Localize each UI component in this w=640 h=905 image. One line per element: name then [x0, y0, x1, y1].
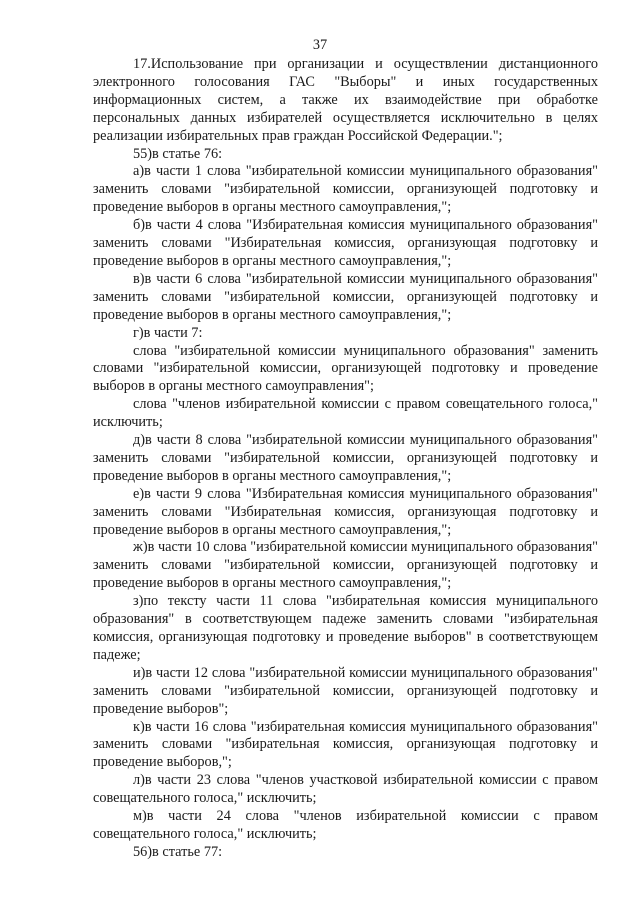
document-body — [93, 56, 598, 862]
paragraph-55-article-76: 55)в статье 76: — [133, 145, 223, 162]
paragraph-17-remote-voting: 17.Использование при организации и осуществлении дистанционного электронного голосования ГАС "Выборы" и иных государственных информационных систем, а также их взаимодействие при обработке персональных данных избирателей осуществляется исключительно в целях реализации избирательных прав граждан Российской Федерации."; — [93, 56, 598, 144]
paragraph-55-a: а)в части 1 слова "избирательной комиссии муниципального образования" заменить словами "избирательной комиссии, организующей подготовку и проведение выборов в органы местного самоуправления,"; — [93, 163, 598, 216]
page-number: 37 — [312, 37, 328, 53]
paragraph-55-d: д)в части 8 слова "избирательной комиссии муниципального образования" заменить словами "избирательной комиссии, организующей подготовку и проведение выборов в органы местного самоуправления,"; — [93, 432, 598, 484]
paragraph-55-z: з)по тексту части 11 слова "избирательная комиссия муниципального образования" в соответствующем падеже заменить словами "избирательная комиссия, организующая подготовку и проведение выборов" в соответствующем падеже; — [93, 593, 598, 663]
paragraph-55-e: е)в части 9 слова "Избирательная комиссия муниципального образования" заменить словами "Избирательная комиссия, организующая подготовку и проведение выборов в органы местного самоуправления,"; — [93, 485, 598, 538]
paragraph-55-b: б)в части 4 слова "Избирательная комиссия муниципального образования" заменить словами "Избирательная комиссия, организующая подготовку и проведение выборов в органы местного самоуправления,"; — [93, 217, 598, 269]
paragraph-55-v: в)в части 6 слова "избирательной комиссии муниципального образования" заменить словами "избирательной комиссии, организующей подготовку и проведение выборов в органы местного самоуправления,"; — [93, 270, 598, 323]
paragraph-55-i: и)в части 12 слова "избирательной комиссии муниципального образования" заменить словами "избирательной комиссии, организующей подготовку и проведение выборов"; — [93, 664, 598, 717]
paragraph-56-article-77: 56)в статье 77: — [133, 843, 223, 860]
paragraph-55-l: л)в части 23 слова "членов участковой избирательной комиссии с правом совещательного голоса," исключить; — [93, 772, 598, 807]
paragraph-55-k: к)в части 16 слова "избирательная комиссия муниципального образования" заменить словами "избирательная комиссия, организующая подготовку и проведение выборов,"; — [93, 718, 598, 771]
paragraph-55-m: м)в части 24 слова "членов избирательной комиссии с правом совещательного голоса," исключить; — [93, 808, 598, 842]
paragraph-55-g-words-2: слова "членов избирательной комиссии с правом совещательного голоса," исключить; — [93, 396, 598, 431]
paragraph-55-g: г)в части 7: — [133, 324, 203, 341]
paragraph-55-g-words-1: слова "избирательной комиссии муниципального образования" заменить словами "избирательной комиссии, организующей подготовку и проведение выборов в органы местного самоуправления"; — [93, 342, 598, 395]
paragraph-55-zh: ж)в части 10 слова "избирательной комиссии муниципального образования" заменить словами "избирательной комиссии, организующей подготовку и проведение выборов в органы местного самоуправления,"; — [93, 539, 598, 592]
